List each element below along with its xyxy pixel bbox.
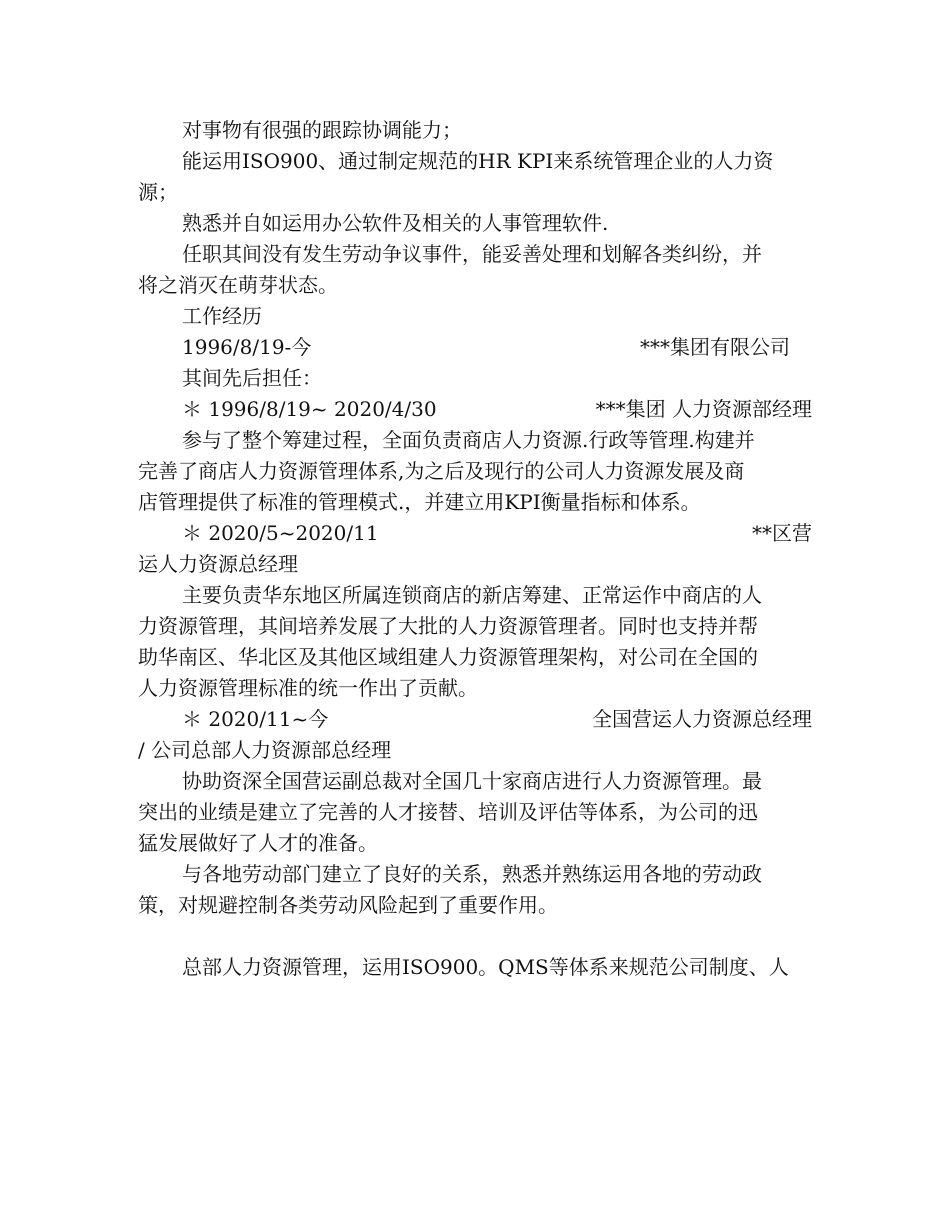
- text-line: 突出的业绩是建立了完善的人才接替、培训及评估等体系，为公司的迅: [138, 800, 758, 824]
- text-line: 能运用ISO900、通过制定规范的HR KPI来系统管理企业的人力资: [182, 149, 774, 173]
- experience-title: 全国营运人力资源总经理: [592, 707, 812, 731]
- experience-title: **区营: [752, 521, 812, 545]
- text-line: 熟悉并自如运用办公软件及相关的人事管理软件.: [182, 211, 609, 235]
- experience-row: [138, 704, 812, 735]
- section-heading: 工作经历: [182, 304, 262, 328]
- text-line: 助华南区、华北区及其他区域组建人力资源管理架构，对公司在全国的: [138, 645, 758, 669]
- paragraph-gap: [138, 921, 812, 952]
- experience-date: ＊ 1996/8/19~ 2020/4/30: [182, 397, 437, 421]
- text-line: 策，对规避控制各类劳动风险起到了重要作用。: [138, 893, 558, 917]
- text-line: 将之消灭在萌芽状态。: [138, 273, 338, 297]
- text-line: 任职其间没有发生劳动争议事件，能妥善处理和划解各类纠纷，并: [182, 242, 762, 266]
- text-line: 与各地劳动部门建立了良好的关系，熟悉并熟练运用各地的劳动政: [182, 862, 762, 886]
- experience-date: ＊ 2020/5~2020/11: [182, 521, 379, 545]
- experience-row: [138, 394, 812, 425]
- text-line: 完善了商店人力资源管理体系,为之后及现行的公司人力资源发展及商: [138, 459, 745, 483]
- experience-company: ***集团有限公司: [640, 335, 790, 359]
- text-line: 其间先后担任：: [182, 366, 322, 390]
- text-line: 总部人力资源管理，运用ISO900。QMS等体系来规范公司制度、人: [182, 955, 789, 979]
- text-line: / 公司总部人力资源部总经理: [138, 738, 392, 762]
- experience-row: [138, 332, 812, 363]
- experience-date: ＊ 2020/11~今: [182, 707, 329, 731]
- experience-title: ***集团 人力资源部经理: [595, 397, 812, 421]
- text-line: 对事物有很强的跟踪协调能力；: [182, 118, 462, 142]
- text-line: 运人力资源总经理: [138, 552, 298, 576]
- text-line: 源；: [138, 180, 178, 204]
- text-line: 人力资源管理标准的统一作出了贡献。: [138, 676, 478, 700]
- text-line: 协助资深全国营运副总裁对全国几十家商店进行人力资源管理。最: [182, 769, 762, 793]
- experience-row: [138, 518, 812, 549]
- text-line: 参与了整个筹建过程，全面负责商店人力资源.行政等管理.构建并: [182, 428, 755, 452]
- text-line: 主要负责华东地区所属连锁商店的新店筹建、正常运作中商店的人: [182, 583, 762, 607]
- document-body: [138, 115, 812, 983]
- text-line: 力资源管理，其间培养发展了大批的人力资源管理者。同时也支持并帮: [138, 614, 758, 638]
- text-line: 猛发展做好了人才的准备。: [138, 831, 378, 855]
- text-line: 店管理提供了标准的管理模式.，并建立用KPI衡量指标和体系。: [138, 490, 701, 514]
- experience-date: 1996/8/19-今: [182, 335, 312, 359]
